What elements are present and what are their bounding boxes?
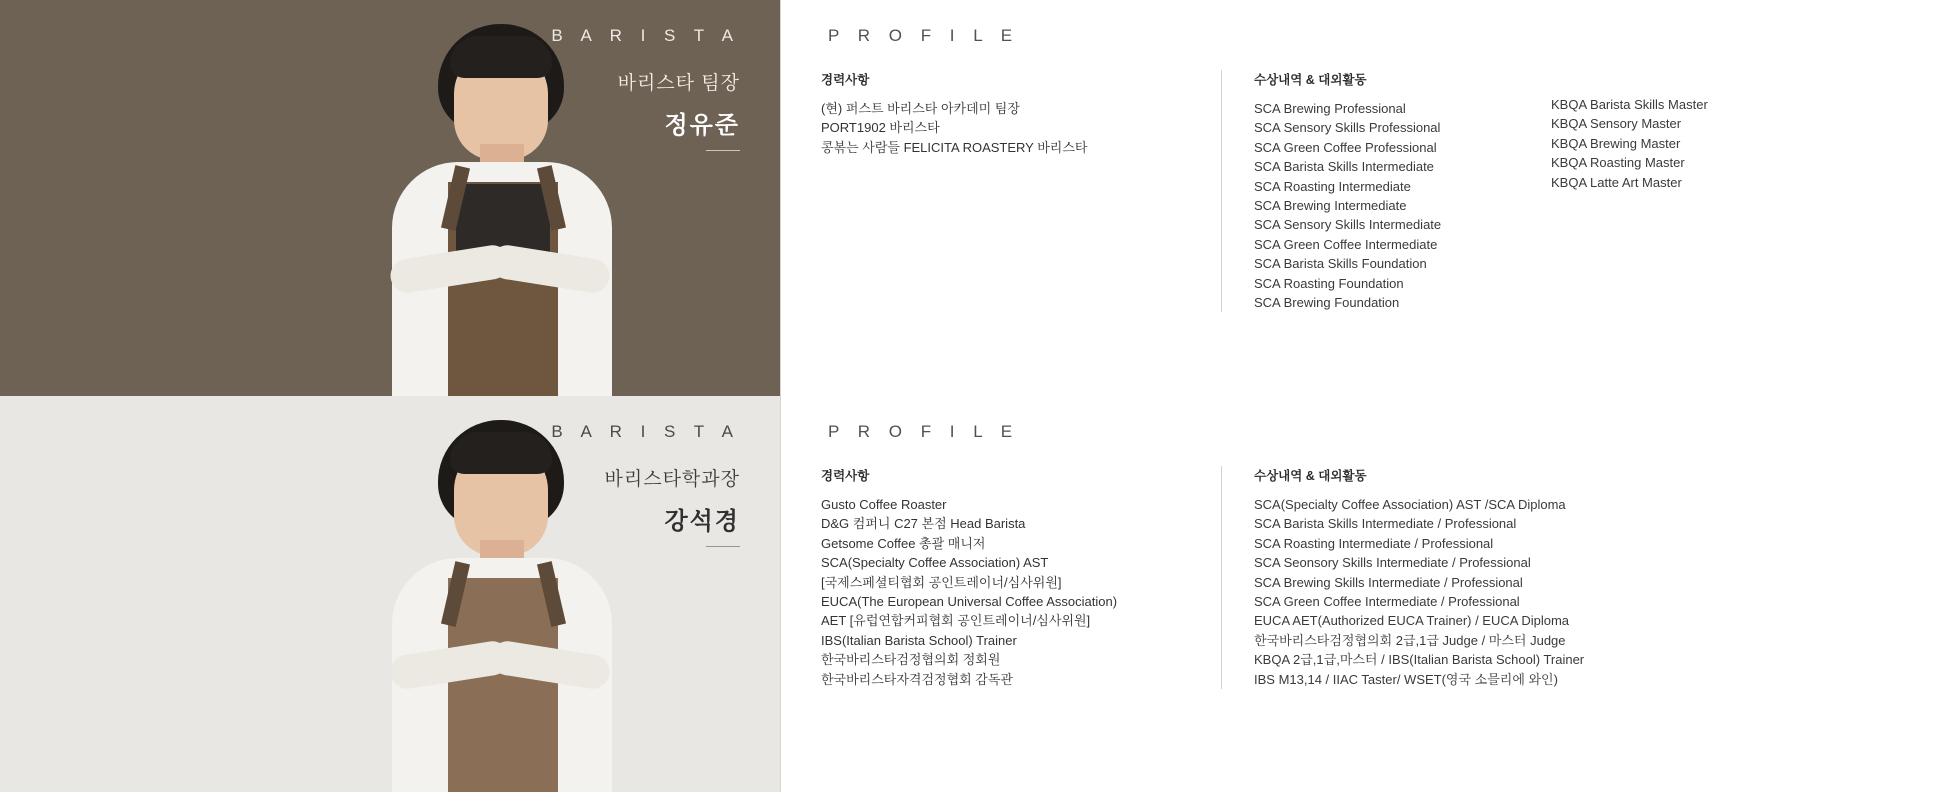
list-item: KBQA Roasting Master bbox=[1551, 155, 1685, 171]
list-item: IBS M13,14 / IIAC Taster/ WSET(영국 소믈리에 와인) bbox=[1254, 671, 1558, 687]
list-item: SCA Barista Skills Intermediate / Professional bbox=[1254, 516, 1517, 532]
career-list-1 bbox=[821, 99, 1201, 157]
awards-list-1a bbox=[1254, 99, 1551, 312]
awards-column-2 bbox=[1221, 466, 1921, 689]
list-item: KBQA 2급,1급,마스터 / IBS(Italian Barista School) Trainer bbox=[1254, 652, 1585, 668]
list-item: SCA Barista Skills Foundation bbox=[1254, 256, 1427, 272]
list-item: SCA Barista Skills Intermediate bbox=[1254, 159, 1434, 175]
career-column-2 bbox=[821, 466, 1221, 689]
photo-apron-bib bbox=[456, 580, 550, 650]
list-item: 한국바리스타검정협의회 2급,1급 Judge / 마스터 Judge bbox=[1254, 632, 1566, 648]
barista-label: B A R I S T A bbox=[551, 26, 740, 45]
list-item: SCA Roasting Intermediate / Professional bbox=[1254, 535, 1494, 551]
list-item: SCA Sensory Skills Intermediate bbox=[1254, 217, 1442, 233]
list-item: EUCA(The European Universal Coffee Association) bbox=[821, 594, 1118, 610]
list-item: 한국바리스타자격검정협회 감독관 bbox=[821, 671, 1013, 687]
awards-heading: 수상내역 & 대외활동 bbox=[1254, 469, 1367, 483]
list-item: PORT1902 바리스타 bbox=[821, 120, 940, 136]
profile-detail-panel-1 bbox=[780, 0, 1950, 396]
list-item: KBQA Brewing Master bbox=[1551, 135, 1681, 151]
awards-list-2 bbox=[1254, 495, 1921, 689]
list-item: SCA Roasting Intermediate bbox=[1254, 178, 1411, 194]
photo-fringe bbox=[450, 432, 552, 474]
career-heading: 경력사항 bbox=[821, 73, 870, 87]
name-underline bbox=[706, 150, 740, 151]
photo-fringe bbox=[450, 36, 552, 78]
list-item: SCA Green Coffee Professional bbox=[1254, 139, 1437, 155]
list-item: SCA Brewing Foundation bbox=[1254, 295, 1400, 311]
list-item: SCA Green Coffee Intermediate / Professional bbox=[1254, 594, 1520, 610]
profile-section-title: P R O F I L E bbox=[828, 26, 1020, 45]
profile-card-2 bbox=[0, 396, 1950, 792]
profile-columns-2 bbox=[821, 466, 1930, 689]
list-item: [국제스페셜티협회 공인트레이너/심사위원] bbox=[821, 574, 1062, 590]
awards-column-1a bbox=[1221, 70, 1551, 312]
profile-headline-2 bbox=[0, 396, 780, 792]
list-item: SCA Brewing Intermediate bbox=[1254, 198, 1407, 214]
barista-role: 바리스타 팀장 bbox=[617, 73, 740, 94]
barista-photo bbox=[370, 16, 650, 396]
career-heading: 경력사항 bbox=[821, 469, 870, 483]
barista-name: 정유준 bbox=[664, 112, 740, 139]
list-item: Gusto Coffee Roaster bbox=[821, 497, 947, 512]
list-item: SCA Green Coffee Intermediate bbox=[1254, 236, 1438, 252]
list-item: EUCA AET(Authorized EUCA Trainer) / EUCA Diploma bbox=[1254, 613, 1570, 629]
barista-name: 강석경 bbox=[664, 508, 740, 535]
list-item: SCA Brewing Skills Intermediate / Professional bbox=[1254, 574, 1523, 590]
career-column-1 bbox=[821, 70, 1221, 312]
profile-photo-panel-2 bbox=[0, 396, 780, 792]
list-item: (현) 퍼스트 바리스타 아카데미 팀장 bbox=[821, 101, 1020, 116]
list-item: SCA(Specialty Coffee Association) AST bbox=[821, 555, 1049, 571]
list-item: 한국바리스타검정협의회 정회원 bbox=[821, 652, 1001, 668]
list-item: KBQA Latte Art Master bbox=[1551, 174, 1682, 190]
barista-label: B A R I S T A bbox=[551, 422, 740, 441]
list-item: SCA Roasting Foundation bbox=[1254, 275, 1404, 291]
list-item: Getsome Coffee 총괄 매니저 bbox=[821, 535, 986, 551]
profile-headline-1 bbox=[0, 0, 780, 396]
name-underline bbox=[706, 546, 740, 547]
list-item: SCA Sensory Skills Professional bbox=[1254, 120, 1441, 136]
awards-column-1b bbox=[1551, 70, 1881, 312]
profile-card-1 bbox=[0, 0, 1950, 396]
profile-section-title: P R O F I L E bbox=[828, 422, 1020, 441]
awards-list-1b bbox=[1551, 95, 1881, 192]
profile-columns-1 bbox=[821, 70, 1930, 312]
list-item: IBS(Italian Barista School) Trainer bbox=[821, 632, 1017, 648]
awards-heading: 수상내역 & 대외활동 bbox=[1254, 73, 1367, 87]
list-item: 콩볶는 사람들 FELICITA ROASTERY 바리스타 bbox=[821, 139, 1088, 155]
list-item: SCA Seonsory Skills Intermediate / Professional bbox=[1254, 555, 1531, 571]
barista-photo bbox=[370, 412, 650, 792]
barista-role: 바리스타학과장 bbox=[604, 469, 740, 490]
profile-photo-panel-1 bbox=[0, 0, 780, 396]
list-item: D&G 컴퍼니 C27 본점 Head Barista bbox=[821, 516, 1026, 532]
list-item: KBQA Sensory Master bbox=[1551, 116, 1682, 132]
list-item: SCA(Specialty Coffee Association) AST /SCA Diploma bbox=[1254, 497, 1566, 512]
list-item: AET [유럽연합커피협회 공인트레이너/심사위원] bbox=[821, 613, 1091, 629]
career-list-2 bbox=[821, 495, 1201, 689]
profile-detail-panel-2 bbox=[780, 396, 1950, 792]
list-item: KBQA Barista Skills Master bbox=[1551, 97, 1708, 112]
list-item: SCA Brewing Professional bbox=[1254, 101, 1406, 116]
